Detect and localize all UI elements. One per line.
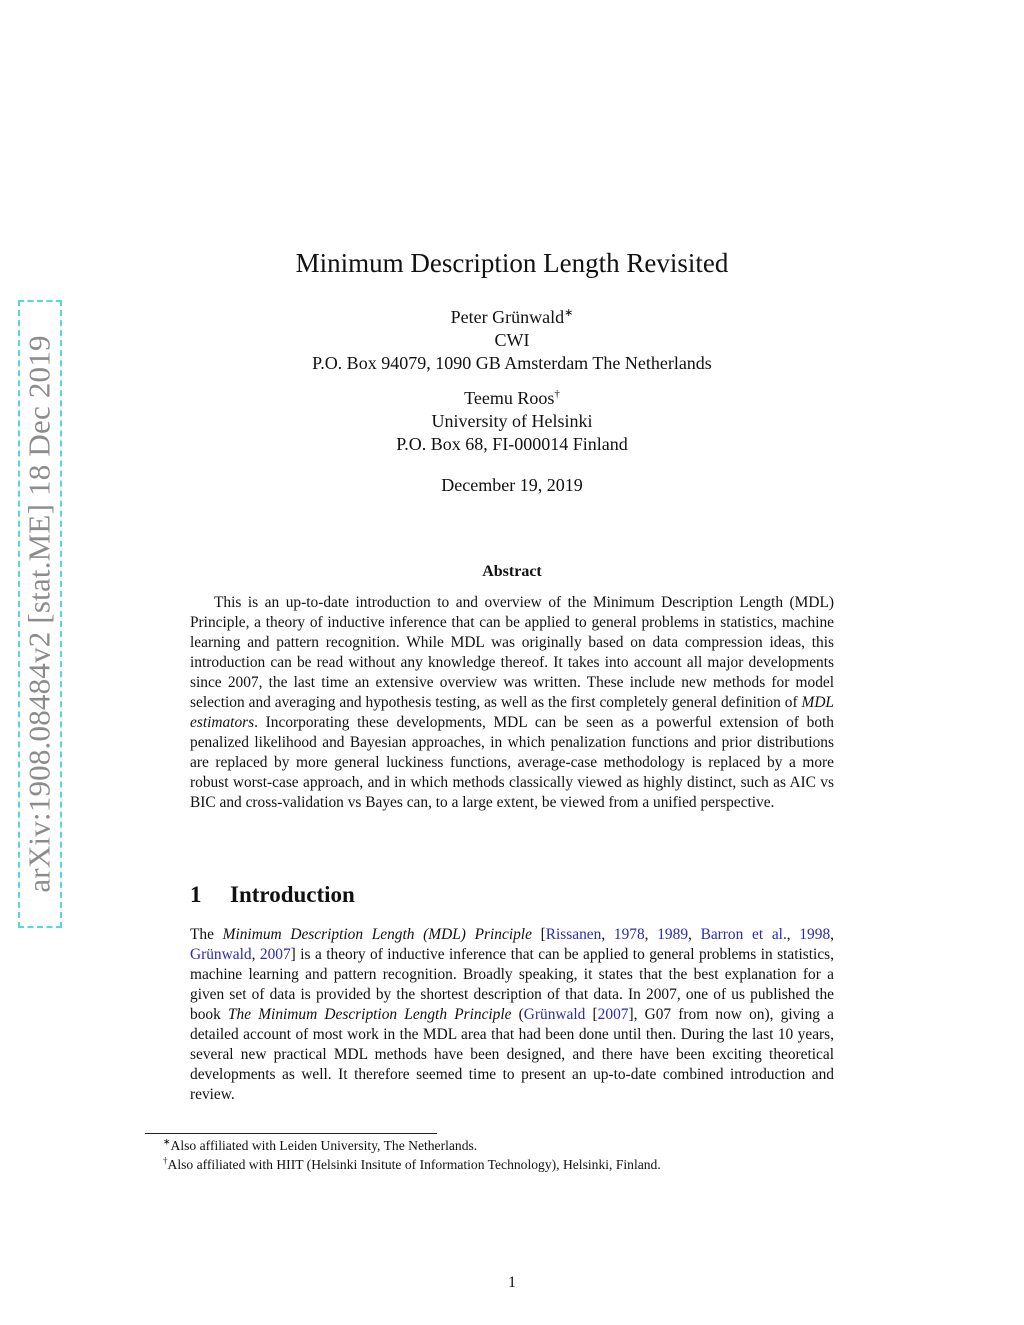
citation-link[interactable]: Grünwald <box>523 1006 586 1023</box>
citation-link[interactable]: 1998 <box>799 926 831 943</box>
citation-link[interactable]: 2007 <box>259 946 291 963</box>
footnote-item <box>163 1136 661 1155</box>
paper-title: Minimum Description Length Revisited <box>295 248 729 278</box>
abstract-emphasis: MDL estimators <box>190 694 834 731</box>
paper-date: December 19, 2019 <box>441 475 583 495</box>
author-block <box>0 387 1024 456</box>
footnote-item <box>163 1155 661 1174</box>
author-name-text: Peter Grünwald <box>450 307 565 327</box>
text-run: , <box>601 926 614 943</box>
footnote-divider <box>145 1133 437 1134</box>
intro-paragraph <box>190 925 834 1105</box>
emphasis-text: Minimum Description Length (MDL) Principle <box>222 926 532 943</box>
text-run: , <box>786 926 800 943</box>
emphasis-text: The Minimum Description Length Principle <box>227 1006 512 1023</box>
citation-link[interactable]: Barron et al. <box>700 926 787 943</box>
citation-link[interactable]: 1989 <box>657 926 689 943</box>
author-name-text: Teemu Roos <box>464 388 555 408</box>
abstract-text-part: . Incorporating these developments, MDL can be seen as a powerful extension of both penalized likelihood and Bayesian approaches, in which penalization functions and prior distributions are replaced by more general luckiness functions, average-case methodology is replaced by a more robust worst-case approach, and in which methods classically viewed as highly distinct, such as AIC vs BIC and cross-validation vs Bayes can, to a large extent, be viewed from a unified perspective. <box>190 714 834 811</box>
section-heading <box>190 882 355 908</box>
abstract-text-part: This is an up-to-date introduction to and overview of the Minimum Description Length (MDL) Principle, a theory of inductive inference that can be applied to general problems in statistics, machine learning and pattern recognition. While MDL was originally based on data compression ideas, this introduction can be read without any knowledge thereof. It takes into account all major developments since 2007, the last time an extensive overview was written. These include new methods for model selection and averaging and hypothesis testing, as well as the first completely general definition of <box>190 594 834 711</box>
footnote-mark: † <box>554 388 560 400</box>
abstract-text <box>190 593 834 813</box>
citation-link[interactable]: 1978 <box>613 926 645 943</box>
text-run: , <box>830 926 834 943</box>
author-name <box>0 306 1024 329</box>
arxiv-identifier[interactable]: arXiv:1908.08484v2 [stat.ME] 18 Dec 2019 <box>22 335 58 893</box>
text-run: ( <box>511 1006 524 1023</box>
author-address: P.O. Box 94079, 1090 GB Amsterdam The Netherlands <box>312 353 712 373</box>
footnote-mark: † <box>163 1155 168 1166</box>
footnote-text: Also affiliated with HIIT (Helsinki Insitute of Information Technology), Helsinki, Finland. <box>167 1157 661 1172</box>
text-run: ], G07 from now on), giving a detailed account of most work in the MDL area that had been done until then. During the last 10 years, several new practical MDL methods have been designed, and there have been exciting theoretical developments as well. It therefore seemed time to present an up-to-date combined introduction and review. <box>190 1006 834 1103</box>
author-address: P.O. Box 68, FI-000014 Finland <box>396 434 628 454</box>
section-number: 1 <box>190 882 202 907</box>
text-run: , <box>688 926 701 943</box>
text-run: [ <box>585 1006 598 1023</box>
text-run: The <box>190 926 223 943</box>
citation-link[interactable]: Rissanen <box>545 926 602 943</box>
author-name <box>0 387 1024 410</box>
text-run: [ <box>531 926 546 943</box>
footnote-mark: ∗ <box>564 307 574 319</box>
page-number: 1 <box>508 1274 516 1291</box>
author-affiliation: University of Helsinki <box>431 411 593 431</box>
author-affiliation: CWI <box>494 330 530 350</box>
section-title: Introduction <box>230 882 355 907</box>
footnote-text: Also affiliated with Leiden University, The Netherlands. <box>170 1138 478 1153</box>
text-run: , <box>251 946 260 963</box>
citation-link[interactable]: Grünwald <box>190 946 252 963</box>
footnotes <box>163 1136 661 1174</box>
citation-link[interactable]: 2007 <box>597 1006 629 1023</box>
text-run: , <box>644 926 658 943</box>
author-list <box>0 306 1024 468</box>
footnote-mark: ∗ <box>163 1136 171 1147</box>
abstract-heading: Abstract <box>482 563 542 580</box>
text-run: ] is a theory of inductive inference that can be applied to general problems in statistics, machine learning and pattern recognition. Broadly speaking, it states that the best explanation for a given set of data is provided by the shortest description of that data. In 2007, one of us published the book <box>190 946 834 1023</box>
author-block <box>0 306 1024 375</box>
